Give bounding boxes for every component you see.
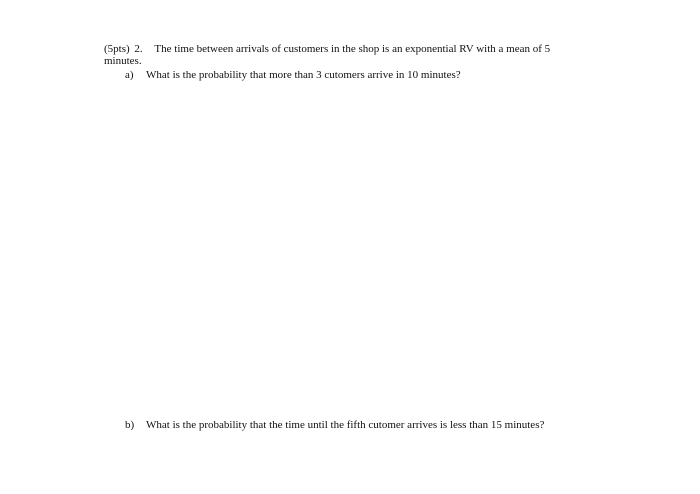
question-header — [104, 43, 550, 56]
part-a-text: What is the probability that more than 3 cutomers arrive in 10 minutes? — [146, 69, 461, 81]
question-number: 2. — [134, 43, 143, 55]
question-points: (5pts) — [104, 43, 130, 55]
part-b — [125, 419, 544, 432]
part-b-label: b) — [125, 419, 135, 431]
question-stem-continuation: minutes. — [104, 55, 142, 67]
question-stem: The time between arrivals of customers in the shop is an exponential RV with a mean of 5 — [154, 43, 551, 55]
part-a-label: a) — [125, 69, 134, 81]
part-b-text: What is the probability that the time until the fifth cutomer arrives is less than 15 minutes? — [146, 419, 545, 431]
part-a — [125, 69, 461, 82]
